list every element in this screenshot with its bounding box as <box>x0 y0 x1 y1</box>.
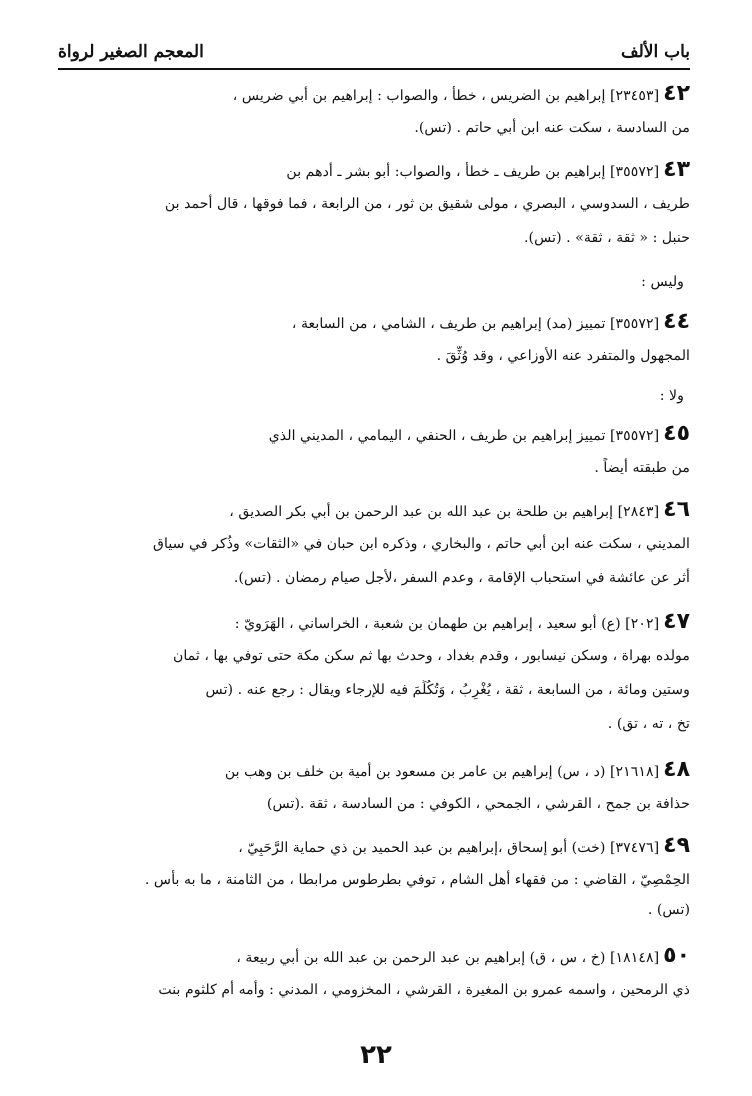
entry-line <box>58 900 690 920</box>
header-book-title: المعجم الصغير لرواة <box>58 42 204 62</box>
entry-number: ٤٨ <box>663 760 690 780</box>
entry-50 <box>58 946 690 1000</box>
entry-text: الحِمْصِيّ ، القاضي : من فقهاء أهل الشام ، توفي بطرطوس مرابطا ، من الثامنة ، ما به بأس . <box>144 872 690 888</box>
entry-text: [٢٣٤٥٣] إبراهيم بن الضريس ، خطأ ، والصواب : إبراهيم بن أبي ضريس ، <box>232 88 660 104</box>
page-number: ٢٢ <box>360 1040 392 1070</box>
entry-text: مولده بهراة ، وسكن نيسابور ، وقدم بغداد ، وحدث بها ثم سكن مكة حتى توفي بها ، ثمان <box>172 648 690 664</box>
entry-text: وستين ومائة ، من السابعة ، ثقة ، يُغْرِبُ ، وَتُكُلِّمَ فيه للإرجاء ويقال : رجع عنه . (تس <box>205 682 690 698</box>
entry-text: [٣٥٥٧٢] تمييز إبراهيم بن طريف ، الحنفي ، اليمامي ، المديني الذي <box>268 428 660 444</box>
entry-line <box>58 118 690 138</box>
entry-line <box>58 500 690 520</box>
entry-number: ٥٠ <box>663 946 690 966</box>
entry-line <box>58 312 690 332</box>
entry-text: [٢١٦١٨] (د ، س) إبراهيم بن عامر بن مسعود بن أمية بن خلف بن وهب بن <box>224 764 660 780</box>
entry-line <box>58 534 690 554</box>
header-chapter-title: باب الألف <box>620 42 690 62</box>
entry-number: ٤٢ <box>663 84 690 104</box>
entry-text: [٢٨٤٣] إبراهيم بن طلحة بن عبد الله بن عبد الرحمن بن أبي بكر الصديق ، <box>229 504 660 520</box>
entry-44 <box>58 312 690 366</box>
entry-text: ولا : <box>659 388 684 404</box>
entry-line <box>58 760 690 780</box>
entry-line <box>58 160 690 180</box>
entry-text: ذي الرمحين ، واسمه عمرو بن المغيرة ، القرشي ، المخزومي ، المدني : وأمه أم كلثوم بنت <box>158 982 690 998</box>
entry-line <box>58 194 690 214</box>
entry-line <box>58 272 690 292</box>
entry-line <box>58 646 690 666</box>
entry-text: حذافة بن جمح ، القرشي ، الجمحي ، الكوفي : من السادسة ، ثقة .(تس) <box>266 796 690 812</box>
entry-line <box>58 680 690 700</box>
entry-45 <box>58 424 690 478</box>
entry-line <box>58 228 690 248</box>
entry-number: ٤٤ <box>663 312 690 332</box>
entry-text: [١٨١٤٨] (خ ، س ، ق) إبراهيم بن عبد الرحمن بن عبد الله بن أبي ربيعة ، <box>236 950 660 966</box>
entry-49 <box>58 836 690 920</box>
entry-line <box>58 346 690 366</box>
note-wa-laysa <box>58 272 690 292</box>
entry-line <box>58 714 690 734</box>
entry-47 <box>58 612 690 734</box>
entry-text: [٣٥٥٧٢] تمييز (مد) إبراهيم بن طريف ، الشامي ، من السابعة ، <box>291 316 660 332</box>
entry-line <box>58 84 690 104</box>
entry-text: وليس : <box>641 274 684 290</box>
entry-43 <box>58 160 690 248</box>
entry-number: ٤٧ <box>663 612 690 632</box>
entry-number: ٤٥ <box>663 424 690 444</box>
entry-line <box>58 458 690 478</box>
entry-text: طريف ، السدوسي ، البصري ، مولى شقيق بن ثور ، من الرابعة ، فما فوقها ، قال أحمد بن <box>164 196 690 212</box>
entry-text: المجهول والمتفرد عنه الأوزاعي ، وقد وُثِّقَ . <box>436 348 690 364</box>
entry-line <box>58 386 690 406</box>
entry-line <box>58 612 690 632</box>
entry-number: ٤٦ <box>663 500 690 520</box>
entry-line <box>58 946 690 966</box>
entry-text: [٣٧٤٧٦] (خت) أبو إسحاق ،إبراهيم بن عبد الحميد بن ذي حماية الرَّحَبِيّ ، <box>238 840 660 856</box>
entry-text: [٢٠٢] (ع) أبو سعيد ، إبراهيم بن طهمان بن شعبة ، الخراساني ، الهَرَوِيّ : <box>234 616 660 632</box>
entry-line <box>58 870 690 890</box>
note-wa-la <box>58 386 690 406</box>
entry-line <box>58 568 690 588</box>
entry-line <box>58 836 690 856</box>
entry-text: من طبقته أيضاً . <box>594 460 690 476</box>
entry-number: ٤٣ <box>663 160 690 180</box>
entry-number: ٤٩ <box>663 836 690 856</box>
running-header <box>58 30 690 64</box>
entry-46 <box>58 500 690 588</box>
entry-text: حنبل : « ثقة ، ثقة» . (تس). <box>524 230 690 246</box>
entry-text: أثر عن عائشة في استحباب الإقامة ، وعدم السفر ،لأجل صيام رمضان . (تس). <box>233 570 690 586</box>
entry-48 <box>58 760 690 814</box>
entry-line <box>58 424 690 444</box>
entry-text: (تس) . <box>647 902 690 918</box>
header-rule <box>58 68 690 70</box>
entry-text: من السادسة ، سكت عنه ابن أبي حاتم . (تس). <box>414 120 690 136</box>
entry-text: [٣٥٥٧٢] إبراهيم بن طريف ـ خطأ ، والصواب: أبو بشر ـ أدهم بن <box>286 164 660 180</box>
entry-line <box>58 794 690 814</box>
entry-42 <box>58 84 690 138</box>
entry-line <box>58 980 690 1000</box>
entry-text: تخ ، ته ، تق) . <box>607 716 690 732</box>
entry-text: المديني ، سكت عنه ابن أبي حاتم ، والبخاري ، وذكره ابن حبان في «الثقات» وذُكر في سياق <box>153 536 690 552</box>
